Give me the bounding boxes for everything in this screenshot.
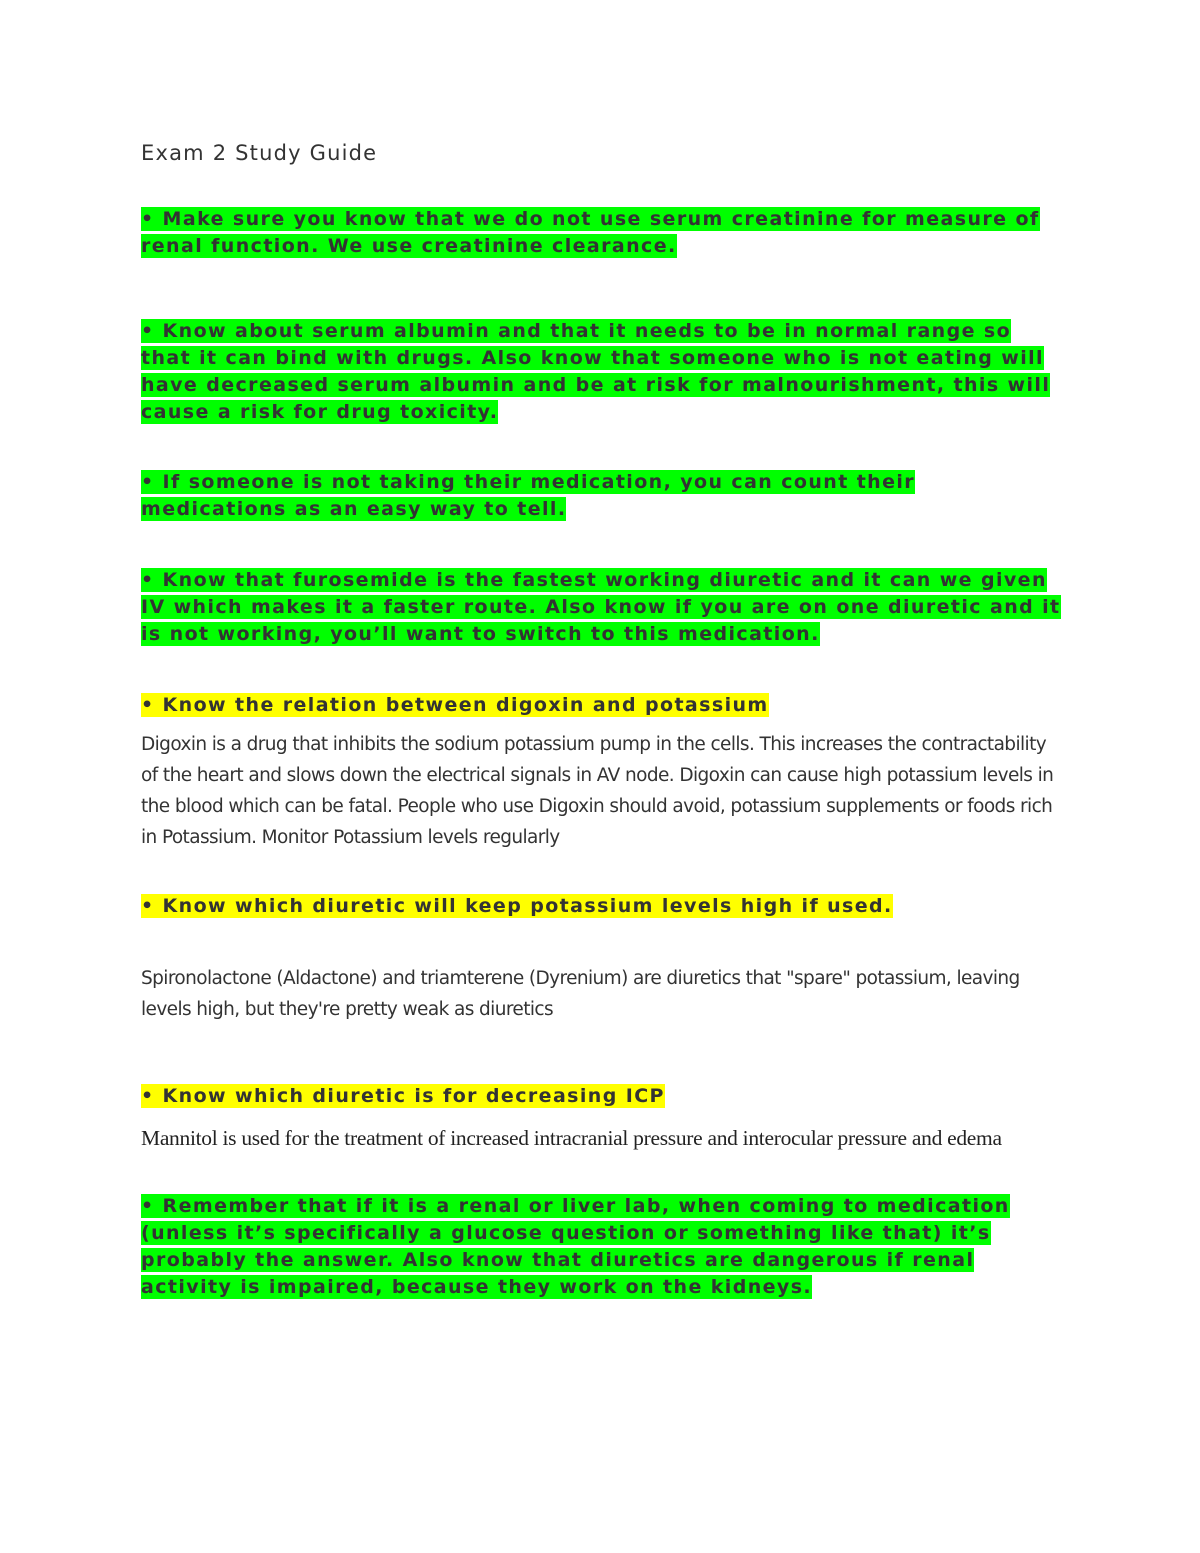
study-point-icp [141, 1083, 1061, 1110]
highlighted-text: • Know which diuretic will keep potassium levels high if used. [141, 895, 893, 917]
highlighted-text: • Know that furosemide is the fastest working diuretic and it can we given IV which makes it a faster route. Also know if you are on one diuretic and it is not working, you’ll want to switch to this medication. [141, 569, 1061, 645]
study-point-furosemide [141, 567, 1061, 648]
highlighted-text: • Know the relation between digoxin and potassium [141, 694, 769, 716]
document-page [141, 136, 1061, 1301]
study-point-digoxin [141, 692, 1061, 719]
study-point-renal-liver-lab [141, 1193, 1061, 1301]
answer-potassium-sparing: Spironolactone (Aldactone) and triamterene (Dyrenium) are diuretics that "spare" potassium, leaving levels high, but they're pretty weak as diuretics [141, 968, 1020, 1020]
highlighted-text: • If someone is not taking their medication, you can count their medications as an easy way to tell. [141, 471, 916, 520]
highlighted-text: • Remember that if it is a renal or liver lab, when coming to medication (unless it’s specifically a glucose question or something like that) it’s probably the answer. Also know that diuretics are dangerous if renal activity is impaired, because they work on the kidneys. [141, 1195, 1010, 1298]
study-point-medication-count [141, 469, 1061, 523]
highlighted-text: • Know which diuretic is for decreasing ICP [141, 1085, 665, 1107]
highlighted-text: • Make sure you know that we do not use serum creatinine for measure of renal function. We use creatinine clearance. [141, 208, 1040, 257]
study-point-albumin [141, 318, 1061, 426]
study-point-potassium-sparing [141, 893, 1061, 920]
answer-digoxin: Digoxin is a drug that inhibits the sodium potassium pump in the cells. This increases the contractability of the heart and slows down the electrical signals in AV node. Digoxin can cause high potassium levels in the blood which can be fatal. People who use Digoxin should avoid, potassium supplements or foods rich in Potassium. Monitor Potassium levels regularly [141, 734, 1054, 848]
highlighted-text: • Know about serum albumin and that it needs to be in normal range so that it can bind with drugs. Also know that someone who is not eating will have decreased serum albumin and be at risk for malnourishment, this will cause a risk for drug toxicity. [141, 320, 1051, 423]
document-title: Exam 2 Study Guide [141, 141, 378, 165]
study-point-creatinine [141, 206, 1061, 260]
answer-icp: Mannitol is used for the treatment of increased intracranial pressure and interocular pressure and edema [141, 1126, 1002, 1150]
